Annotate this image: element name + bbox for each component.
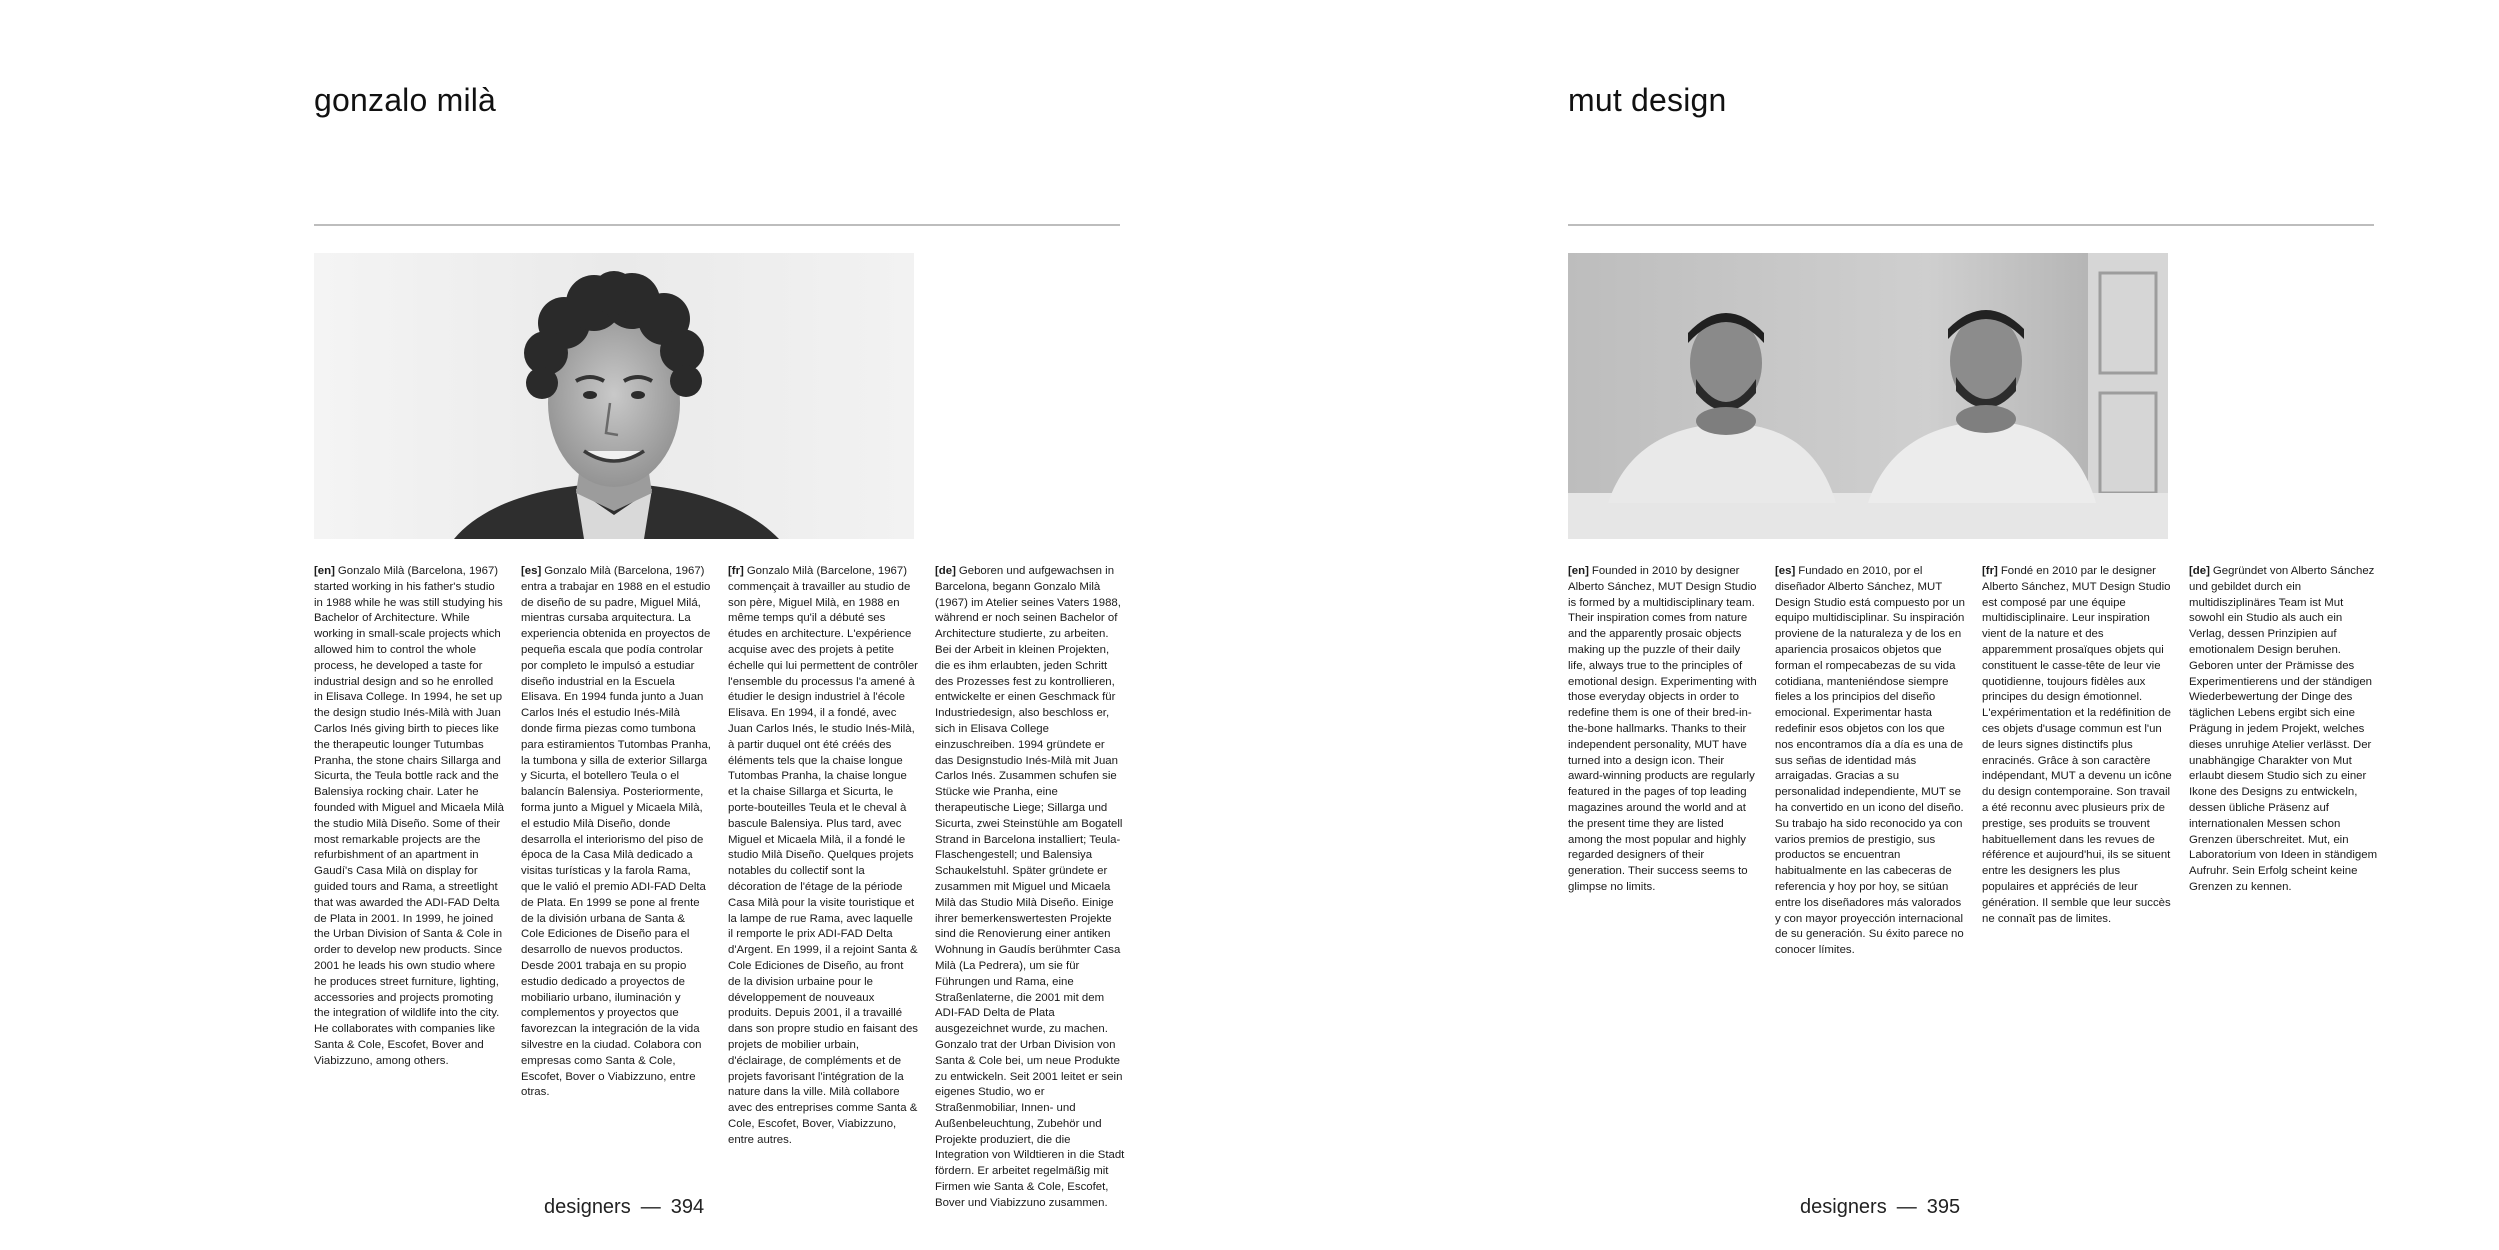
bio-text: Fondé en 2010 par le designer Alberto Sánchez, MUT Design Studio est composé par une équipe multidisciplinaire. Leur inspiration vient de la nature et des apparemment prosaïques objets qui constituent le casse-tête de leur vie quotidienne, toujours fidèles aux principes du design émotionnel. L'expérimentation et la redéfinition de ces objets d'usage commun est l'un de leurs signes distinctifs plus enracinés. Grâce à son caractère indépendant, MUT a devenu un icône du design contemporaine. Son travail a été reconnu avec plusieurs prix de prestige, ses produits se trouvent habituellement dans les revues de référence et aujourd'hui, ils se situent entre les designers les plus populaires et appréciés de leur génération. Il semble que leur succès ne connaît pas de limites. <box>1982 565 2172 925</box>
language-tag: [de] <box>935 565 956 577</box>
page-right <box>1250 0 2499 1250</box>
bio-text: Gonzalo Milà (Barcelona, 1967) started working in his father's studio in 1988 while he was still studying his Bachelor of Architecture. While working in small-scale projects which allowed him to control the whole process, he developed a taste for industrial design and so he enrolled in Elisava College. In 1994, he set up the design studio Inés-Milà with Juan Carlos Inés giving birth to pieces like the therapeutic lounger Tutumbas Pranha, the stone chairs Sillarga and Sicurta, the Teula bottle rack and the Balensiya rocking chair. Later he founded with Miguel and Micaela Milà the studio Milà Diseño. Some of their most remarkable projects are the refurbishment of an apartment in Gaudí's Casa Milà on display for guided tours and Rama, a streetlight that was awarded the ADI-FAD Delta de Plata in 2001. In 1999, he joined the Urban Division of Santa & Cole in order to develop new products. Since 2001 he leads his own studio where he produces street furniture, lighting, accessories and projects promoting the integration of wildlife into the city. He collaborates with companies like Santa & Cole, Escofet, Bover and Viabizzuno, among others. <box>314 565 504 1067</box>
bio-column-de <box>2189 564 2379 959</box>
bio-column-es <box>1775 564 1965 959</box>
language-tag: [es] <box>521 565 542 577</box>
language-tag: [fr] <box>728 565 744 577</box>
bio-column-en <box>314 564 504 1212</box>
bio-column-fr <box>728 564 918 1212</box>
two-men-image <box>1568 253 2168 539</box>
bio-text: Gonzalo Milà (Barcelona, 1967) entra a trabajar en 1988 en el estudio de diseño de su padre, Miguel Milá, mientras cursaba arquitectura. La experiencia obtenida en proyectos de pequeña escala que podía controlar por completo le impulsó a estudiar diseño industrial en la Escuela Elisava. En 1994 funda junto a Juan Carlos Inés el estudio Inés-Milà donde firma piezas como tumbona para estiramientos Tutombas Pranha, la tumbona y silla de exterior Sillarga y Sicurta, el botellero Teula o el balancín Balensiya. Posteriormente, forma junto a Miguel y Micaela Milà, el estudio Milà Diseño, donde desarrolla el interiorismo del piso de época de la Casa Milà dedicado a visitas turísticas y la farola Rama, que le valió el premio ADI-FAD Delta de Plata. En 1999 se pone al frente de la división urbana de Santa & Cole Ediciones de Diseño para el desarrollo de nuevos productos. Desde 2001 trabaja en su propio estudio dedicado a proyectos de mobiliario urbano, iluminación y complementos y proyectos que favorezcan la integración de la vida silvestre en la ciudad. Colabora con empresas como Santa & Cole, Escofet, Bover o Viabizzuno, entre otras. <box>521 565 711 1099</box>
language-tag: [fr] <box>1982 565 1998 577</box>
bio-text: Fundado en 2010, por el diseñador Alberto Sánchez, MUT Design Studio está compuesto por un equipo multidisciplinar. Su inspiración proviene de la naturaleza y de los en apariencia prosaicos objetos que forman el rompecabezas de su vida cotidiana, manteniéndose siempre fieles a los principios del diseño emocional. Experimentar hasta redefinir esos objetos con los que nos encontramos día a día es una de sus señas de identidad más arraigadas. Gracias a su personalidad independiente, MUT se ha convertido en un icono del diseño. Su trabajo ha sido reconocido ya con varios premios de prestigio, sus productos se encuentran habitualmente en las cabeceras de referencia y hoy por hoy, se sitúan entre los diseñadores más valorados y con mayor proyección internacional de su generación. Su éxito parece no conocer límites. <box>1775 565 1965 957</box>
page-left <box>0 0 1249 1250</box>
header-divider <box>1568 224 2374 226</box>
bio-columns <box>1568 564 2379 959</box>
bio-column-en <box>1568 564 1758 959</box>
page-number: 395 <box>1926 1196 1961 1218</box>
folio-separator: — <box>640 1196 661 1218</box>
language-tag: [de] <box>2189 565 2210 577</box>
designer-name-heading: mut design <box>1568 82 1727 118</box>
language-tag: [en] <box>1568 565 1589 577</box>
bio-text: Gegründet von Alberto Sánchez und gebildet durch ein multidisziplinäres Team ist Mut sowohl ein Studio als auch ein Verlag, dessen Prinzipien auf emotionalem Design beruhen. Geboren unter der Prämisse des Experimentierens und der ständigen Wiederbewertung der Dinge des täglichen Lebens ergibt sich eine Prägung in jedem Projekt, welches dieses unruhige Atelier verlässt. Der unabhängige Charakter von Mut erlaubt diesem Studio sich zu einer Ikone des Designs zu entwickeln, dessen übliche Präsenz auf internationalen Messen schon Grenzen überschreitet. Mut, ein Laboratorium von Ideen in ständigem Aufruhr. Sein Erfolg scheint keine Grenzen zu kennen. <box>2189 565 2378 893</box>
page-folio <box>544 1196 704 1219</box>
bio-text: Geboren und aufgewachsen in Barcelona, begann Gonzalo Milà (1967) im Atelier seines Vaters 1988, während er noch seinen Bachelor of Architecture studierte, zu arbeiten. Bei der Arbeit in kleinen Projekten, die es ihm erlaubten, jeden Schritt des Prozesses fest zu kontrollieren, entwickelte er einen Geschmack für Industriedesign, also beschloss er, sich in Elisava College einzuschreiben. 1994 gründete er das Designstudio Inés-Milà mit Juan Carlos Inés. Zusammen schufen sie Stücke wie Pranha, eine therapeutische Liege; Sillarga und Sicurta, zwei Steinstühle am Bogatell Strand in Barcelona installiert; Teula-Flaschengestell; und Balensiya Schaukelstuhl. Später gründete er zusammen mit Miguel und Micaela Milà das Studio Milà Diseño. Einige ihrer bemerkenswertesten Projekte sind die Renovierung einer antiken Wohnung in Gaudís berühmter Casa Milà (La Pedrera), um sie für Führungen und Rama, eine Straßenlaterne, die 2001 mit dem ADI-FAD Delta de Plata ausgezeichnet wurde, zu machen. Gonzalo trat der Urban Division von Santa & Cole bei, um neue Produkte zu entwickeln. Seit 2001 leitet er sein eigenes Studio, wo er Straßenmobiliar, Innen- und Außenbeleuchtung, Zubehör und Projekte produziert, die die Integration von Wildtieren in die Stadt fördern. Er arbeitet regelmäßig mit Firmen wie Santa & Cole, Escofet, Bover und Viabizzuno zusammen. <box>935 565 1125 1209</box>
bio-column-de <box>935 564 1125 1212</box>
language-tag: [es] <box>1775 565 1796 577</box>
folio-section: designers <box>1800 1196 1887 1218</box>
designer-portrait-photo <box>314 253 914 539</box>
page-number: 394 <box>670 1196 705 1218</box>
bio-text: Founded in 2010 by designer Alberto Sánchez, MUT Design Studio is formed by a multidisciplinary team. Their inspiration comes from nature and the apparently prosaic objects making up the puzzle of their daily life, always true to the principles of emotional design. Experimenting with those everyday objects in order to redefine them is one of their bred-in-the-bone hallmarks. Thanks to their independent personality, MUT have turned into a design icon. Their award-winning products are regularly featured in the pages of top leading magazines around the world and at the present time they are listed among the most popular and highly regarded designers of their generation. Their success seems to glimpse no limits. <box>1568 565 1757 893</box>
language-tag: [en] <box>314 565 335 577</box>
page-folio <box>1800 1196 1960 1219</box>
header-divider <box>314 224 1120 226</box>
bio-columns <box>314 564 1125 1212</box>
designer-duo-photo <box>1568 253 2168 539</box>
folio-section: designers <box>544 1196 631 1218</box>
bio-text: Gonzalo Milà (Barcelone, 1967) commençait à travailler au studio de son père, Miguel Milà, en 1988 en même temps qu'il a débuté ses études en architecture. L'expérience acquise avec des projets à petite échelle qui lui permettent de contrôler l'ensemble du processus l'a amené à étudier le design industriel à l'école Elisava. En 1994, il a fondé, avec Juan Carlos Inés, le studio Inés-Milà, à partir duquel ont été créés des éléments tels que la chaise longue Tutombas Pranha, la chaise longue et la chaise Sillarga et Sicurta, le porte-bouteilles Teula et le cheval à bascule Balensiya. Plus tard, avec Miguel et Micaela Milà, il a fondé le studio Milà Diseño. Quelques projets notables du collectif sont la décoration de l'étage de la période Casa Milà pour la visite touristique et la lampe de rue Rama, avec laquelle il remporte le prix ADI-FAD Delta d'Argent. En 1999, il a rejoint Santa & Cole Ediciones de Diseño, au front de la division urbaine pour le développement de nouveaux produits. Depuis 2001, il a travaillé dans son propre studio en faisant des projets de mobilier urbain, d'éclairage, de compléments et de projets favorisant l'intégration de la nature dans la ville. Milà collabore avec des entreprises comme Santa & Cole, Escofet, Bover, Viabizzuno, entre autres. <box>728 565 918 1146</box>
bio-column-fr <box>1982 564 2172 959</box>
designer-name-heading: gonzalo milà <box>314 82 497 118</box>
portrait-man-image <box>314 253 914 539</box>
bio-column-es <box>521 564 711 1212</box>
folio-separator: — <box>1896 1196 1917 1218</box>
